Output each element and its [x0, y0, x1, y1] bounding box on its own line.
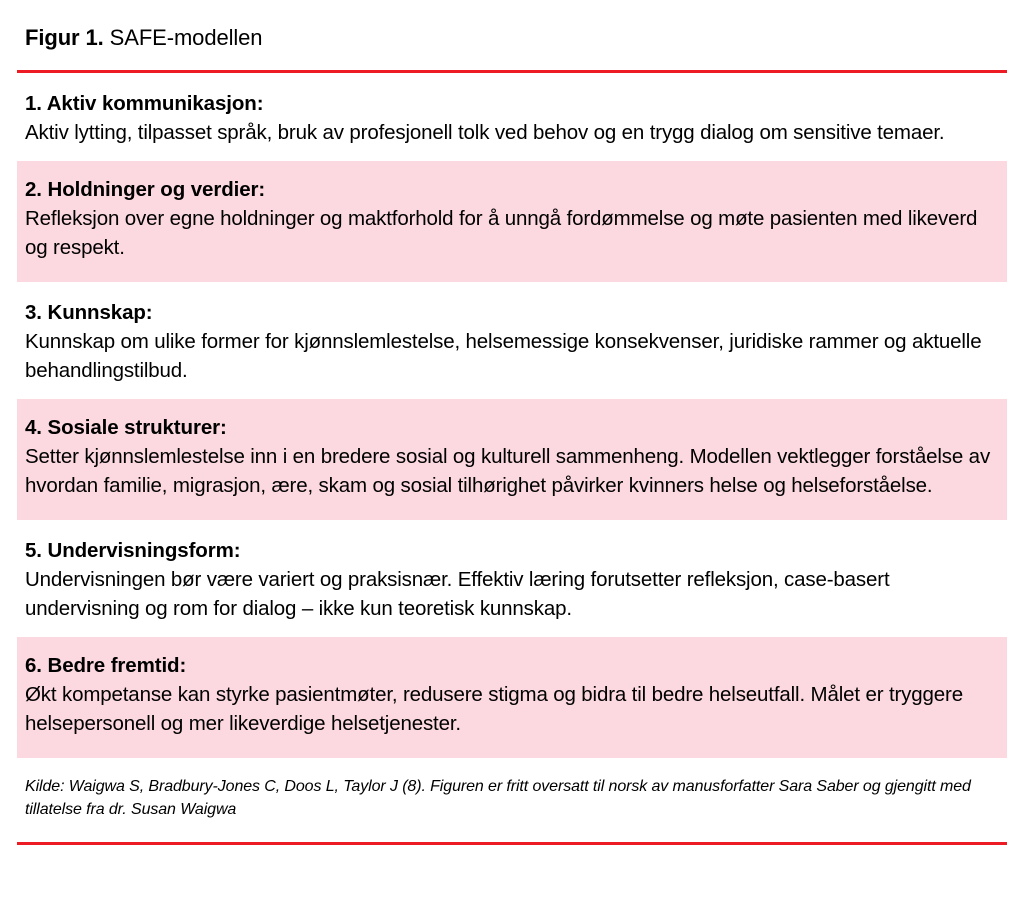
item-heading: 3. Kunnskap: — [25, 301, 153, 324]
source-citation: Kilde: Waigwa S, Bradbury-Jones C, Doos L, Taylor J (8). Figuren er fritt oversatt til norsk av manusforfatter Sara Saber og gjengitt med tillatelse fra dr. Susan Waigwa — [25, 778, 971, 818]
safe-model-item-list — [17, 73, 1007, 758]
safe-model-item-1 — [17, 73, 1007, 161]
figure-label: Figur 1. — [25, 25, 104, 50]
safe-model-item-4 — [17, 399, 1007, 520]
bottom-divider-rule — [17, 842, 1007, 845]
item-body: Undervisningen bør være variert og praksisnær. Effektiv læring forutsetter refleksjon, case-basert undervisning og rom for dialog – ikke kun teoretisk kunnskap. — [25, 568, 890, 620]
item-body: Aktiv lytting, tilpasset språk, bruk av profesjonell tolk ved behov og en trygg dialog om sensitive temaer. — [25, 121, 945, 144]
item-heading: 6. Bedre fremtid: — [25, 654, 187, 677]
item-heading: 2. Holdninger og verdier: — [25, 178, 266, 201]
item-heading: 1. Aktiv kommunikasjon: — [25, 92, 264, 115]
figure-title — [17, 0, 1007, 52]
safe-model-item-5 — [17, 520, 1007, 637]
item-body: Kunnskap om ulike former for kjønnslemlestelse, helsemessige konsekvenser, juridiske rammer og aktuelle behandlingstilbud. — [25, 330, 982, 382]
item-body: Setter kjønnslemlestelse inn i en bredere sosial og kulturell sammenheng. Modellen vektlegger forståelse av hvordan familie, migrasjon, ære, skam og sosial tilhørighet påvirker kvinners helse og helseforståelse. — [25, 445, 991, 497]
safe-model-item-3 — [17, 282, 1007, 399]
item-body: Refleksjon over egne holdninger og maktforhold for å unngå fordømmelse og møte pasienten med likeverd og respekt. — [25, 207, 978, 259]
safe-model-item-6 — [17, 637, 1007, 758]
figure-title-text: SAFE-modellen — [109, 25, 263, 50]
item-body: Økt kompetanse kan styrke pasientmøter, redusere stigma og bidra til bedre helseutfall. Målet er tryggere helsepersonell og mer likeverdige helsetjenester. — [25, 683, 963, 735]
item-heading: 4. Sosiale strukturer: — [25, 416, 227, 439]
safe-model-item-2 — [17, 161, 1007, 282]
item-heading: 5. Undervisningsform: — [25, 539, 241, 562]
